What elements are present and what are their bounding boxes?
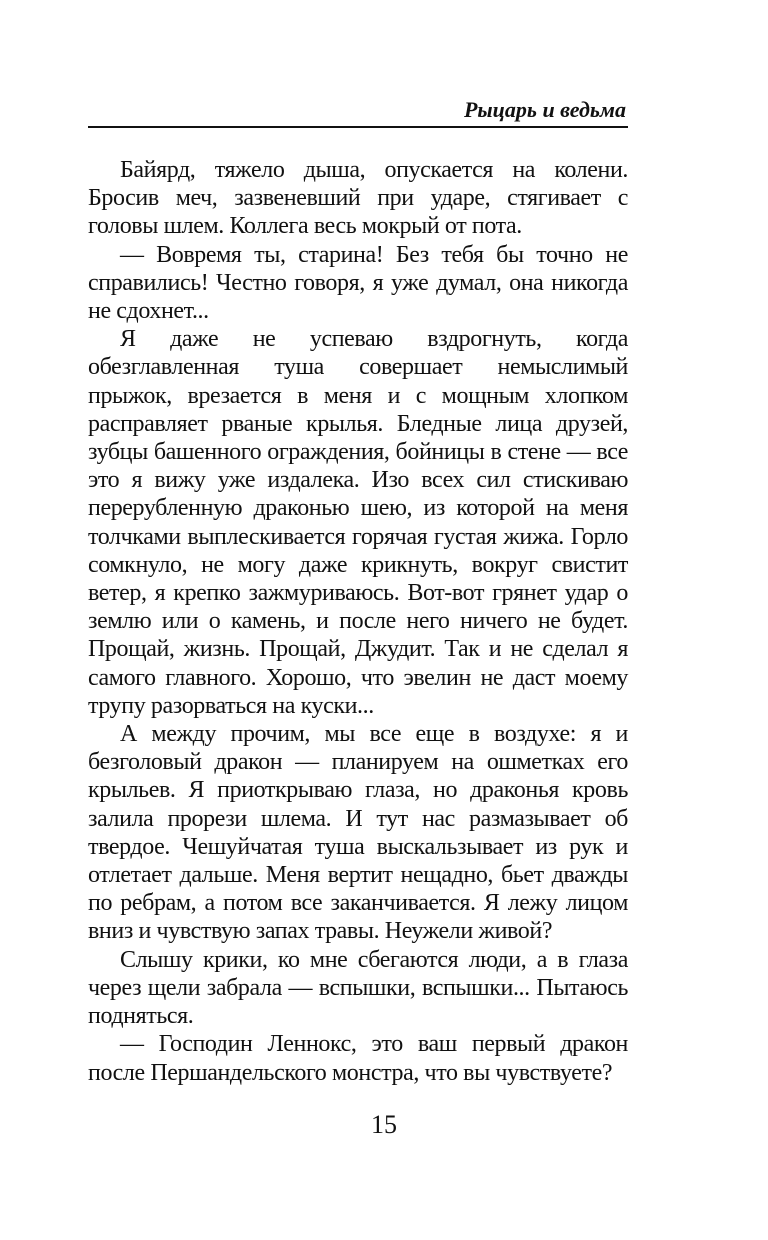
- page-number: 15: [371, 1110, 397, 1139]
- paragraph: А между прочим, мы все еще в воздухе: я и безголовый дракон — планируем на ошметках его крыльев. Я приоткрываю глаза, но драконья кровь залила прорези шлема. И тут нас размазывает об твердое. Чешуйчатая туша выскальзывает из рук и отлетает дальше. Меня вертит нещадно, бьет дважды по ребрам, а потом все заканчивается. Я лежу лицом вниз и чувствую запах травы. Неужели живой?: [88, 721, 628, 945]
- body-text: [88, 156, 628, 1087]
- running-head: [88, 96, 628, 128]
- running-title: Рыцарь и ведьма: [463, 97, 626, 122]
- paragraph: — Господин Леннокс, это ваш первый дракон после Першандельского монстра, что вы чувствуете?: [88, 1031, 628, 1086]
- paragraph: Слышу крики, ко мне сбегаются люди, а в глаза через щели забрала — вспышки, вспышки... Пытаюсь подняться.: [88, 946, 628, 1030]
- paragraph: Я даже не успеваю вздрогнуть, когда обезглавленная туша совершает немыслимый прыжок, врезается в меня и с мощным хлопком расправляет рваные крылья. Бледные лица друзей, зубцы башенного ограждения, бойницы в стене — все это я вижу уже издалека. Изо всех сил стискиваю перерубленную драконью шею, из которой на меня толчками выплескивается горячая густая жижа. Горло сомкнуло, не могу даже крикнуть, вокруг свистит ветер, я крепко зажмуриваюсь. Вот-вот грянет удар о землю или о камень, и после него ничего не будет. Прощай, жизнь. Прощай, Джудит. Так и не сделал я самого главного. Хорошо, что эвелин не даст моему трупу разорваться на куски...: [88, 326, 628, 719]
- paragraph: Байярд, тяжело дыша, опускается на колени. Бросив меч, зазвеневший при ударе, стягивает с головы шлем. Коллега весь мокрый от пота.: [88, 157, 628, 240]
- paragraph: — Вовремя ты, старина! Без тебя бы точно не справились! Честно говоря, я уже думал, она никогда не сдохнет...: [88, 241, 628, 325]
